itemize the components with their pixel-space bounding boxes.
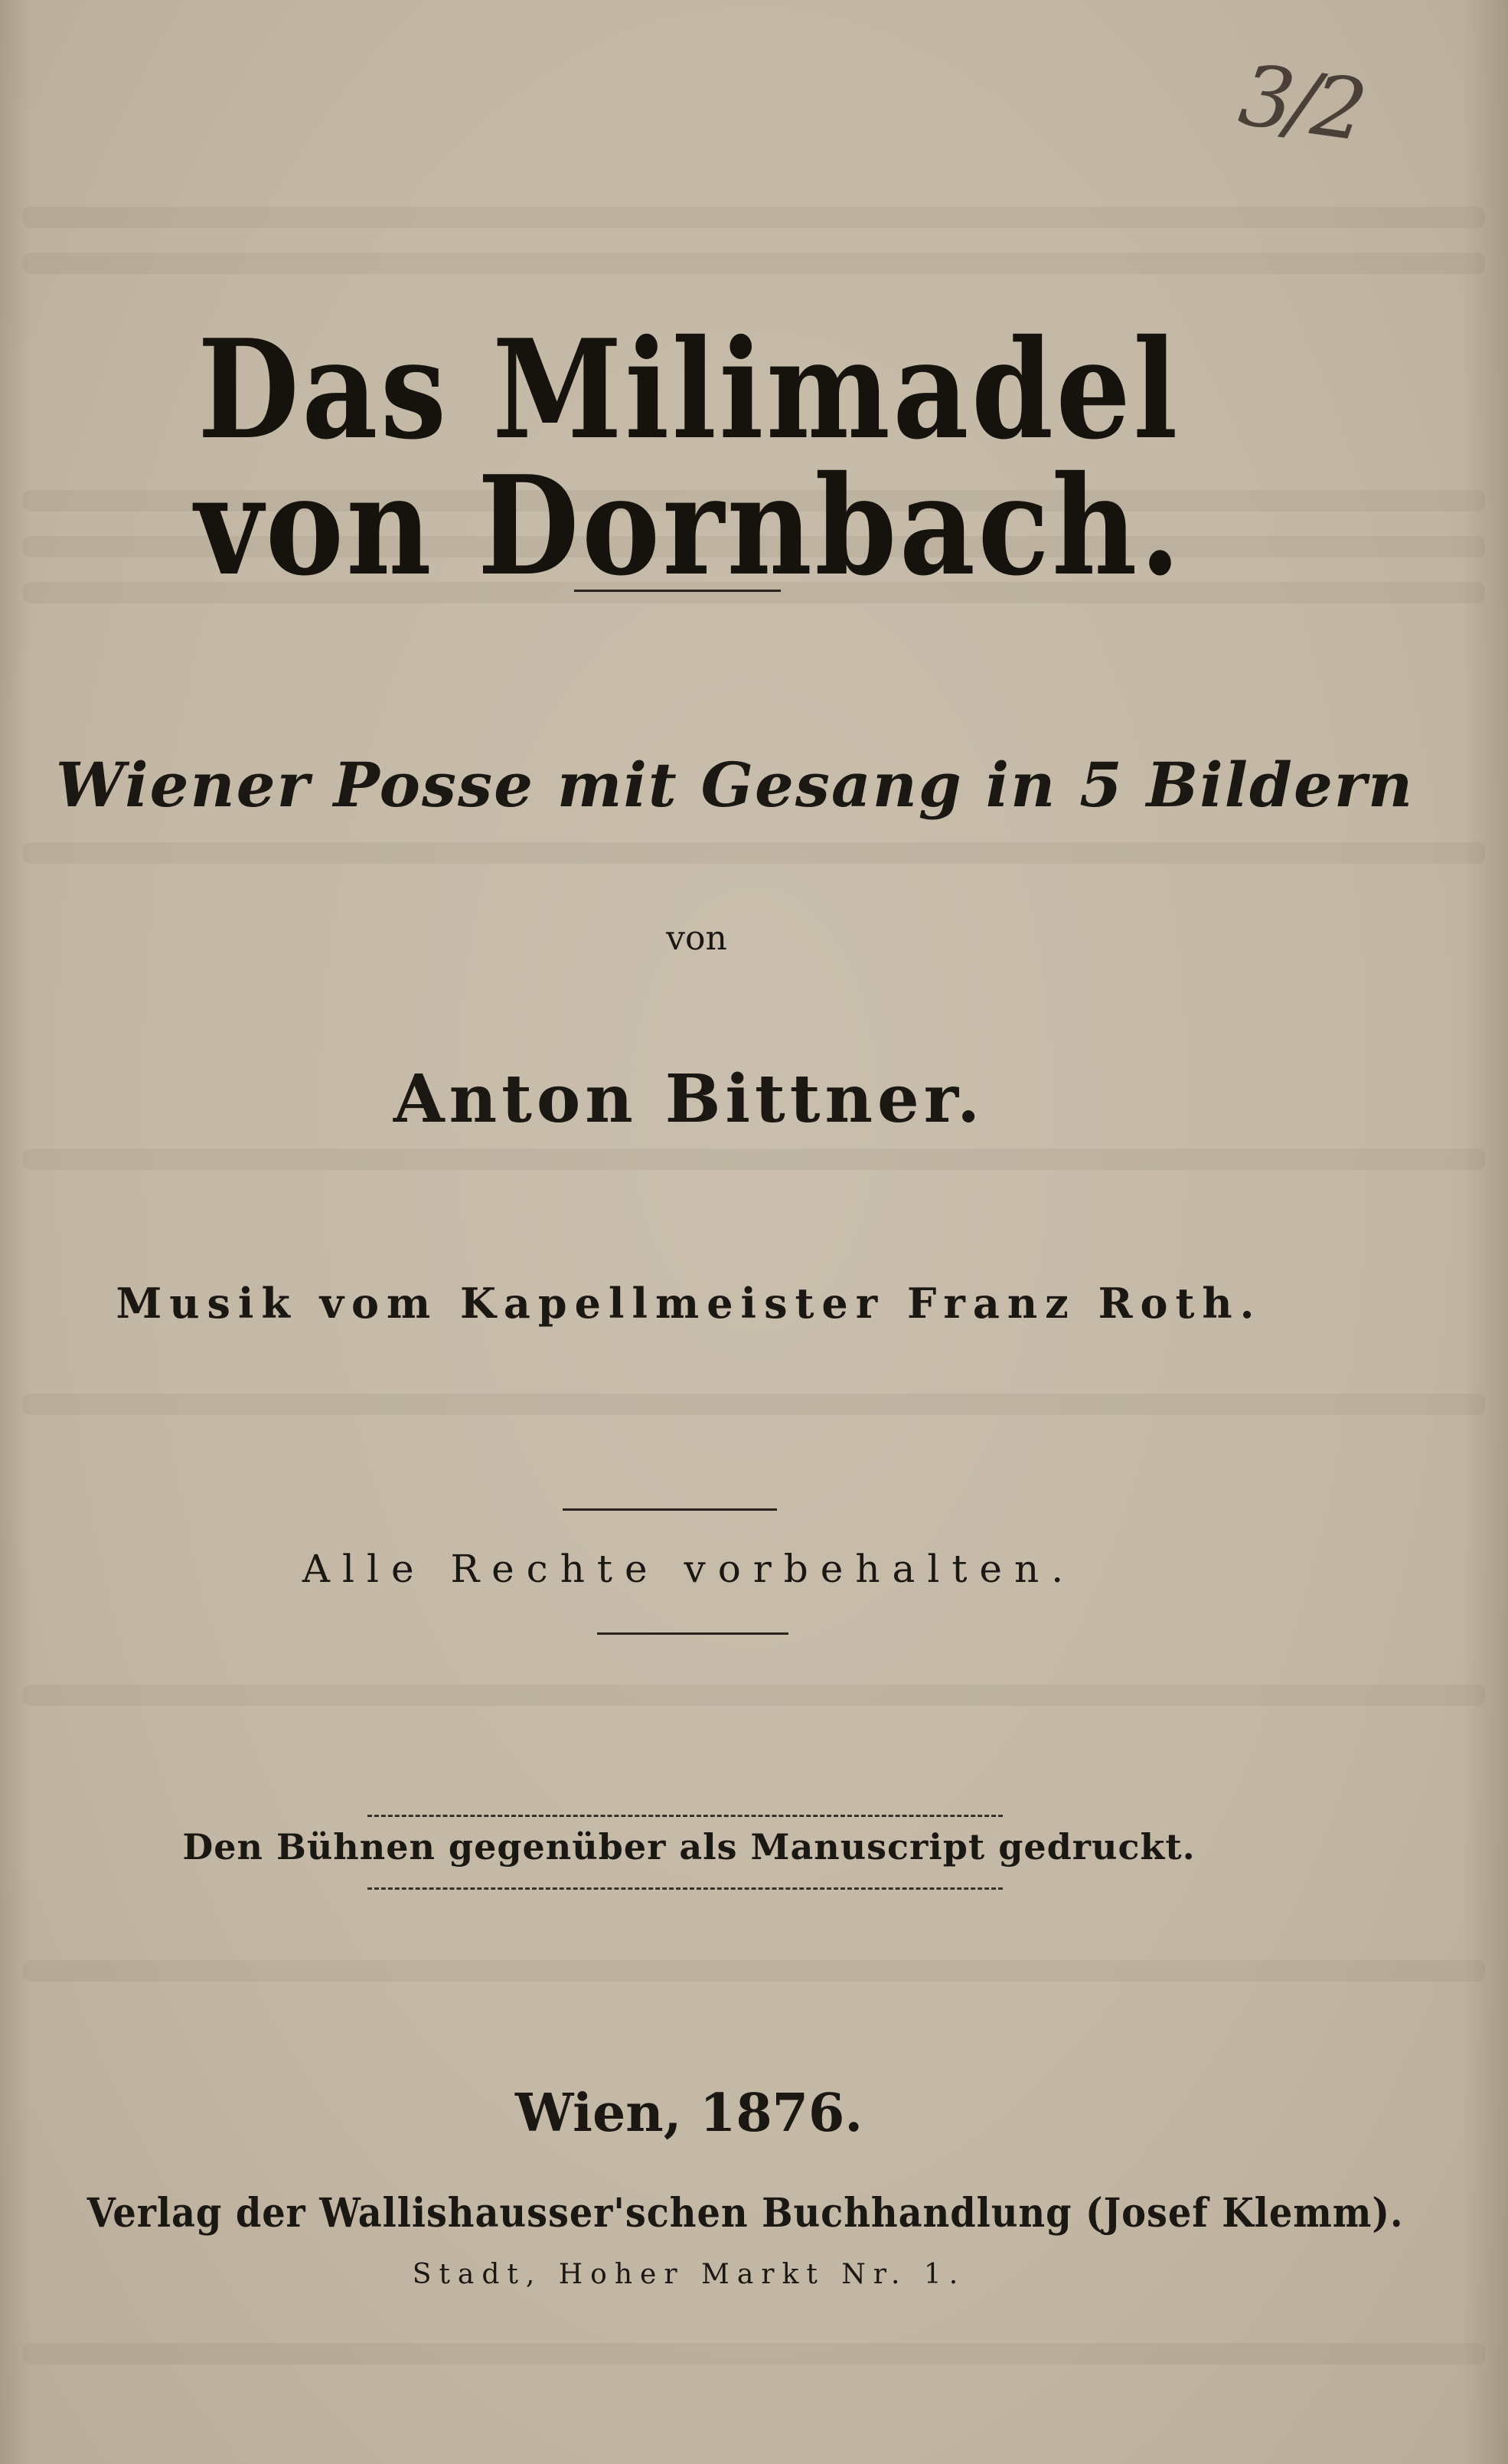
divider-rule [574,590,781,592]
bleed-through [23,2343,1485,2364]
bleed-through [23,207,1485,228]
bleed-through [23,1149,1485,1170]
music-credit: Musik vom Kapellmeister Franz Roth. [116,1279,1262,1328]
publisher-address: Stadt, Hoher Markt Nr. 1. [412,2259,966,2290]
bleed-through [23,253,1485,274]
bleed-through [23,1685,1485,1706]
divider-rule [597,1632,788,1635]
by-line: von [666,919,727,958]
rights-notice: Alle Rechte vorbehalten. [302,1547,1076,1591]
place-and-year: Wien, 1876. [515,2083,863,2144]
publisher-line: Verlag der Wallishausser'schen Buchhandlung (Josef Klemm). [86,2190,1404,2237]
book-title: Das Milimadel von Dornbach. [194,309,1183,606]
ornamental-rule [367,1887,1003,1890]
manuscript-note: Den Bühnen gegenüber als Manuscript gedruckt. [182,1826,1196,1868]
ornamental-rule [367,1815,1003,1817]
bleed-through [23,1394,1485,1415]
bleed-through [23,842,1485,864]
author-name: Anton Bittner. [393,1060,985,1138]
divider-rule [563,1508,777,1511]
book-subtitle: Wiener Posse mit Gesang in 5 Bildern [55,749,1415,821]
page-edge-shadow-right [1462,0,1508,2464]
bleed-through [23,1960,1485,1982]
shelf-mark: 3/2 [1233,45,1369,160]
